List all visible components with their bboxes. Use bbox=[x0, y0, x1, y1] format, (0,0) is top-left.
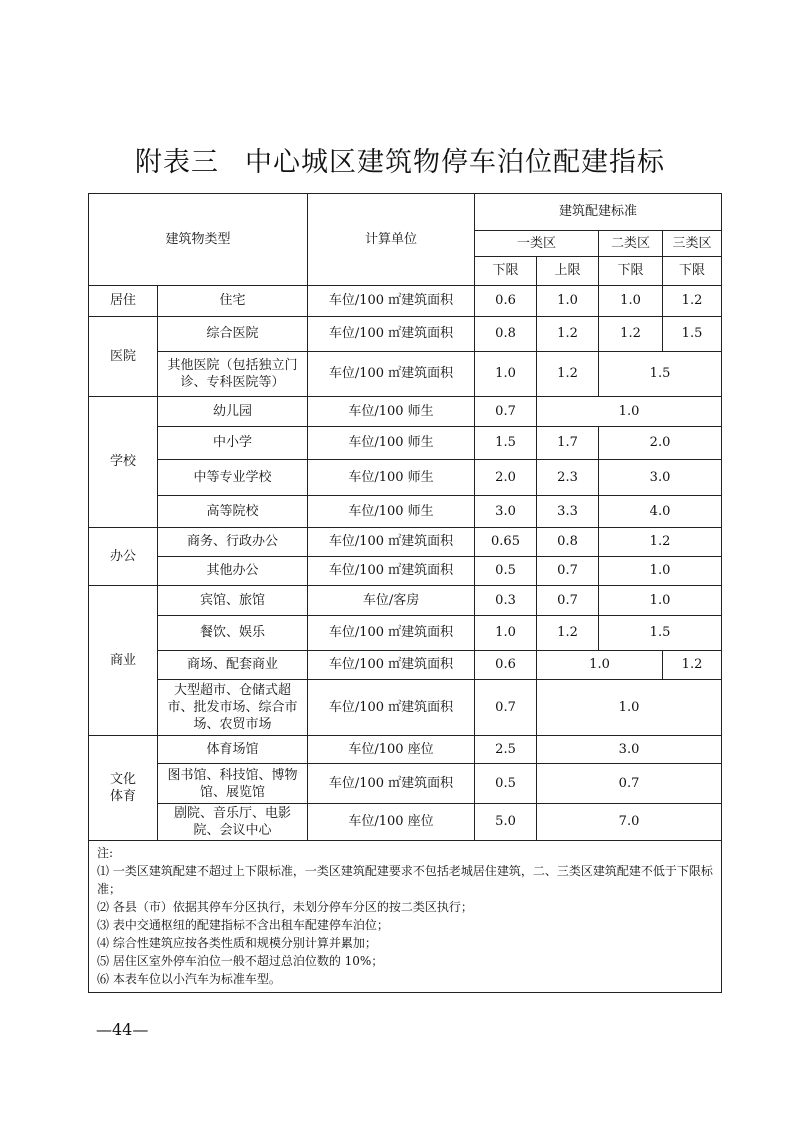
value-cell: 0.8 bbox=[475, 317, 537, 352]
table-row bbox=[89, 651, 722, 680]
value-cell: 0.3 bbox=[475, 586, 537, 616]
table-row bbox=[89, 736, 722, 764]
header-zone1-lower: 下限 bbox=[475, 257, 537, 286]
value-cell: 0.8 bbox=[537, 528, 599, 557]
note-item: ⑷ 综合性建筑应按各类性质和规模分别计算并累加； bbox=[97, 936, 377, 950]
value-cell: 0.5 bbox=[475, 557, 537, 586]
value-cell: 2.3 bbox=[537, 460, 599, 496]
type-cell: 住宅 bbox=[158, 286, 308, 317]
value-cell: 1.2 bbox=[537, 352, 599, 397]
title-text: 中心城区建筑物停车泊位配建指标 bbox=[245, 147, 665, 178]
value-cell: 1.0 bbox=[599, 557, 722, 586]
value-cell: 2.0 bbox=[599, 427, 722, 460]
value-cell: 3.0 bbox=[537, 736, 722, 764]
unit-cell: 车位/100 ㎡建筑面积 bbox=[308, 680, 475, 736]
header-zone3-lower: 下限 bbox=[663, 257, 722, 286]
type-cell: 中等专业学校 bbox=[158, 460, 308, 496]
value-cell: 1.2 bbox=[537, 616, 599, 651]
notes-cell bbox=[89, 841, 722, 993]
unit-cell: 车位/100 ㎡建筑面积 bbox=[308, 528, 475, 557]
value-cell: 1.0 bbox=[475, 616, 537, 651]
table-row bbox=[89, 764, 722, 804]
unit-cell: 车位/100 座位 bbox=[308, 804, 475, 841]
header-building-type: 建筑物类型 bbox=[89, 194, 308, 286]
header-zone1: 一类区 bbox=[475, 231, 599, 257]
table-row bbox=[89, 804, 722, 841]
page-number: —44— bbox=[96, 1020, 149, 1039]
type-cell: 体育场馆 bbox=[158, 736, 308, 764]
unit-cell: 车位/100 ㎡建筑面积 bbox=[308, 286, 475, 317]
category-cell: 办公 bbox=[89, 528, 158, 586]
type-cell: 幼儿园 bbox=[158, 397, 308, 427]
note-item: ⑵ 各县（市）依据其停车分区执行，未划分停车分区的按二类区执行； bbox=[97, 900, 473, 914]
note-item: ⑶ 表中交通枢纽的配建指标不含出租车配建停车泊位； bbox=[97, 918, 389, 932]
note-item: ⑴ 一类区建筑配建不超过上下限标准，一类区建筑配建要求不包括老城居住建筑，二、三类区建筑配建不低于下限标准； bbox=[97, 864, 713, 896]
value-cell: 5.0 bbox=[475, 804, 537, 841]
type-cell: 高等院校 bbox=[158, 496, 308, 528]
header-unit: 计算单位 bbox=[308, 194, 475, 286]
parking-standard-table bbox=[88, 193, 722, 993]
note-item: ⑸ 居住区室外停车泊位一般不超过总泊位数的 10%； bbox=[97, 954, 384, 968]
value-cell: 4.0 bbox=[599, 496, 722, 528]
type-cell: 剧院、音乐厅、电影院、会议中心 bbox=[158, 804, 308, 841]
unit-cell: 车位/100 ㎡建筑面积 bbox=[308, 557, 475, 586]
type-cell: 综合医院 bbox=[158, 317, 308, 352]
unit-cell: 车位/100 ㎡建筑面积 bbox=[308, 651, 475, 680]
unit-cell: 车位/100 师生 bbox=[308, 427, 475, 460]
table-row bbox=[89, 586, 722, 616]
value-cell: 1.0 bbox=[537, 286, 599, 317]
value-cell: 1.2 bbox=[599, 528, 722, 557]
table-row bbox=[89, 352, 722, 397]
table-row bbox=[89, 528, 722, 557]
value-cell: 1.5 bbox=[599, 616, 722, 651]
category-cell bbox=[89, 736, 158, 841]
title-prefix: 附表三 bbox=[135, 147, 219, 178]
type-cell: 中小学 bbox=[158, 427, 308, 460]
value-cell: 3.0 bbox=[599, 460, 722, 496]
value-cell: 0.6 bbox=[475, 286, 537, 317]
unit-cell: 车位/客房 bbox=[308, 586, 475, 616]
value-cell: 0.7 bbox=[475, 680, 537, 736]
value-cell: 3.0 bbox=[475, 496, 537, 528]
type-cell: 宾馆、旅馆 bbox=[158, 586, 308, 616]
table-row bbox=[89, 397, 722, 427]
table-row bbox=[89, 286, 722, 317]
value-cell: 1.0 bbox=[599, 586, 722, 616]
value-cell: 0.7 bbox=[537, 557, 599, 586]
unit-cell: 车位/100 ㎡建筑面积 bbox=[308, 317, 475, 352]
unit-cell: 车位/100 ㎡建筑面积 bbox=[308, 352, 475, 397]
header-standard: 建筑配建标准 bbox=[475, 194, 722, 231]
header-zone3: 三类区 bbox=[663, 231, 722, 257]
table-row bbox=[89, 460, 722, 496]
notes-heading: 注: bbox=[97, 846, 114, 860]
header-zone1-upper: 上限 bbox=[537, 257, 599, 286]
value-cell: 1.2 bbox=[663, 651, 722, 680]
value-cell: 7.0 bbox=[537, 804, 722, 841]
value-cell: 1.0 bbox=[537, 397, 722, 427]
value-cell: 0.7 bbox=[475, 397, 537, 427]
value-cell: 1.0 bbox=[475, 352, 537, 397]
table-row bbox=[89, 557, 722, 586]
table-row bbox=[89, 680, 722, 736]
note-item: ⑹ 本表车位以小汽车为标准车型。 bbox=[97, 972, 281, 986]
unit-cell: 车位/100 ㎡建筑面积 bbox=[308, 764, 475, 804]
category-cell: 医院 bbox=[89, 317, 158, 397]
value-cell: 1.2 bbox=[663, 286, 722, 317]
value-cell: 1.2 bbox=[537, 317, 599, 352]
page-title bbox=[0, 140, 800, 179]
unit-cell: 车位/100 师生 bbox=[308, 397, 475, 427]
value-cell: 2.5 bbox=[475, 736, 537, 764]
value-cell: 0.5 bbox=[475, 764, 537, 804]
type-cell: 图书馆、科技馆、博物馆、展览馆 bbox=[158, 764, 308, 804]
category-cell: 学校 bbox=[89, 397, 158, 528]
value-cell: 1.5 bbox=[663, 317, 722, 352]
value-cell: 1.5 bbox=[599, 352, 722, 397]
category-cell: 居住 bbox=[89, 286, 158, 317]
value-cell: 1.0 bbox=[537, 680, 722, 736]
type-cell: 其他医院（包括独立门诊、专科医院等） bbox=[158, 352, 308, 397]
value-cell: 1.0 bbox=[537, 651, 663, 680]
table-row bbox=[89, 496, 722, 528]
type-cell: 商场、配套商业 bbox=[158, 651, 308, 680]
unit-cell: 车位/100 ㎡建筑面积 bbox=[308, 616, 475, 651]
value-cell: 1.2 bbox=[599, 317, 663, 352]
value-cell: 0.65 bbox=[475, 528, 537, 557]
type-cell: 餐饮、娱乐 bbox=[158, 616, 308, 651]
value-cell: 1.7 bbox=[537, 427, 599, 460]
value-cell: 0.6 bbox=[475, 651, 537, 680]
value-cell: 3.3 bbox=[537, 496, 599, 528]
value-cell: 1.5 bbox=[475, 427, 537, 460]
value-cell: 0.7 bbox=[537, 586, 599, 616]
value-cell: 1.0 bbox=[599, 286, 663, 317]
unit-cell: 车位/100 师生 bbox=[308, 460, 475, 496]
type-cell: 商务、行政办公 bbox=[158, 528, 308, 557]
type-cell: 大型超市、仓储式超市、批发市场、综合市场、农贸市场 bbox=[158, 680, 308, 736]
unit-cell: 车位/100 座位 bbox=[308, 736, 475, 764]
unit-cell: 车位/100 师生 bbox=[308, 496, 475, 528]
value-cell: 0.7 bbox=[537, 764, 722, 804]
value-cell: 2.0 bbox=[475, 460, 537, 496]
header-zone2: 二类区 bbox=[599, 231, 663, 257]
table-row bbox=[89, 616, 722, 651]
notes-row bbox=[89, 841, 722, 993]
table-row bbox=[89, 317, 722, 352]
type-cell: 其他办公 bbox=[158, 557, 308, 586]
category-culture-label: 文化体育 bbox=[109, 772, 136, 804]
category-cell: 商业 bbox=[89, 586, 158, 736]
header-zone2-lower: 下限 bbox=[599, 257, 663, 286]
table-row bbox=[89, 427, 722, 460]
